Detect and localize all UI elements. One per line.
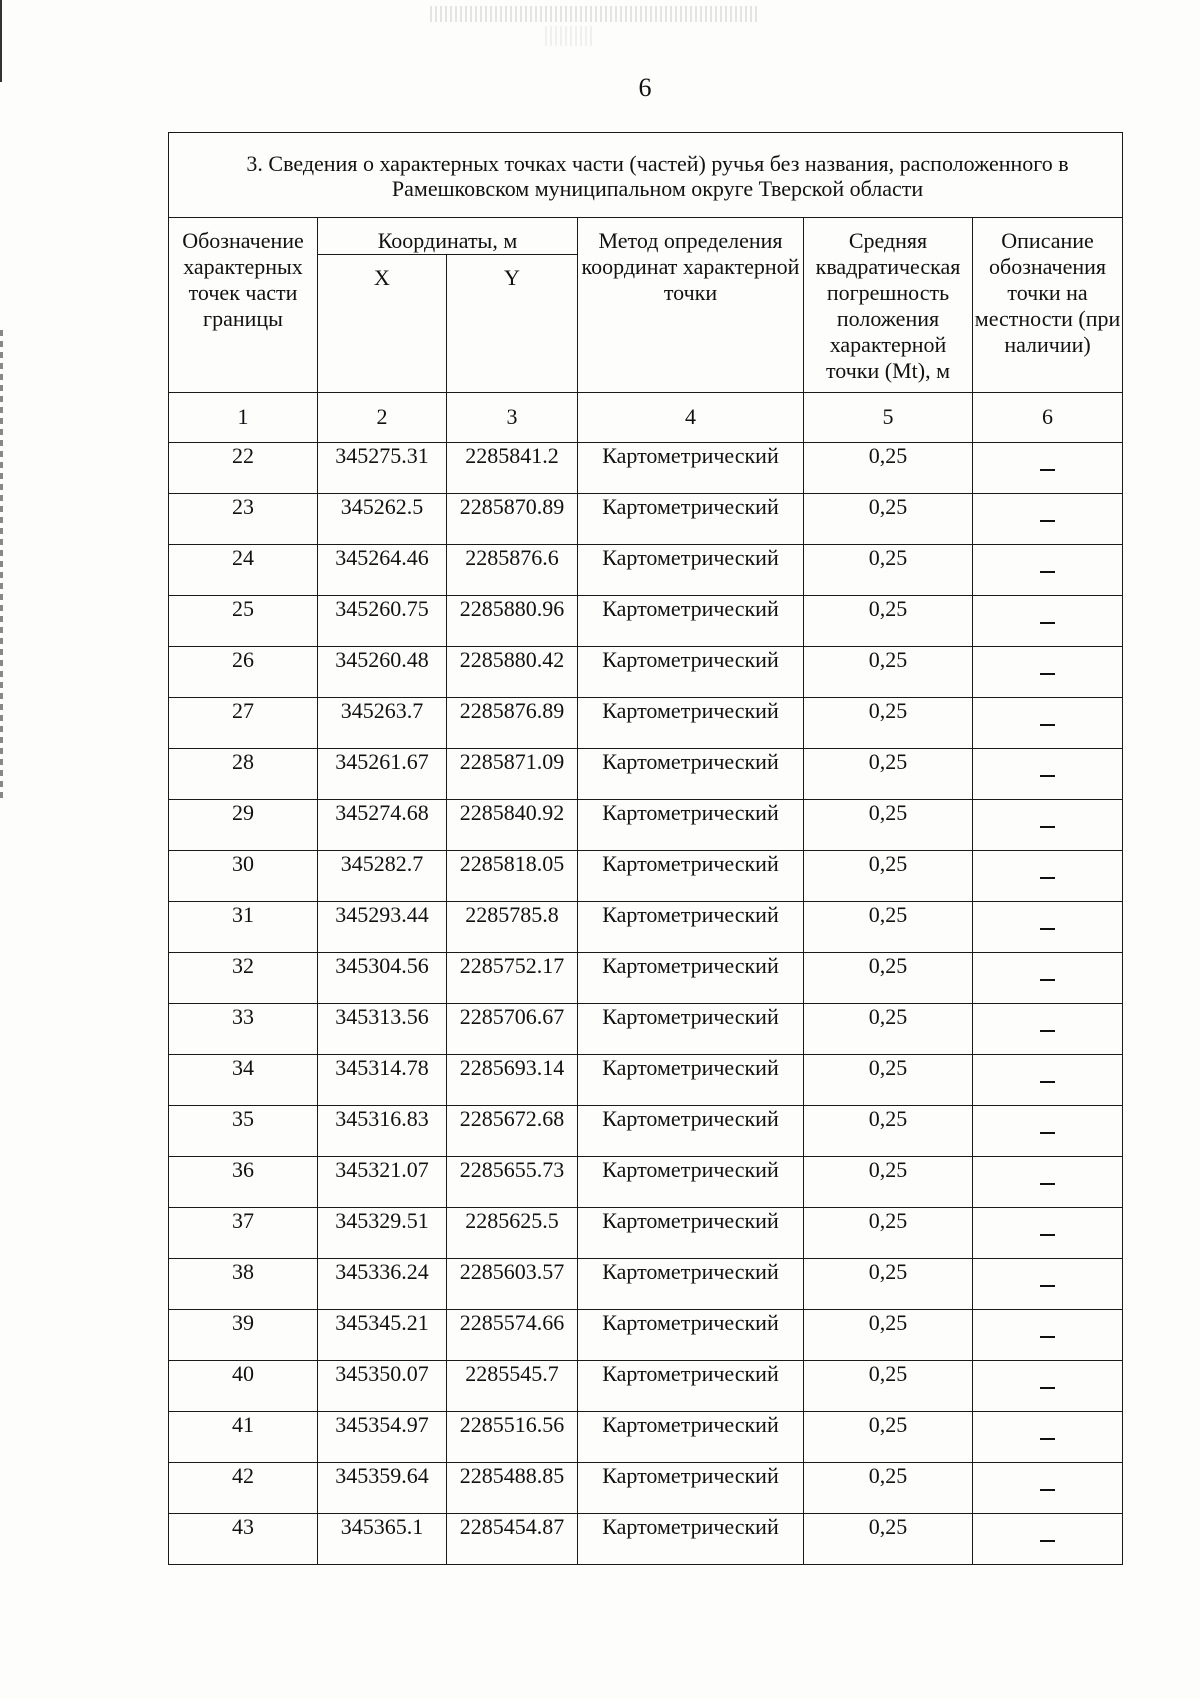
table-row xyxy=(169,799,1123,850)
error-cell: 0,25 xyxy=(804,544,973,595)
x-coordinate-cell: 345365.1 xyxy=(318,1513,447,1564)
table-row xyxy=(169,493,1123,544)
table-row xyxy=(169,1513,1123,1564)
point-cell: 34 xyxy=(169,1054,318,1105)
point-cell: 42 xyxy=(169,1462,318,1513)
column-numbers-row xyxy=(169,392,1123,442)
description-cell xyxy=(973,493,1123,544)
error-cell: 0,25 xyxy=(804,493,973,544)
x-coordinate-cell: 345304.56 xyxy=(318,952,447,1003)
point-cell: 37 xyxy=(169,1207,318,1258)
method-cell: Картометрический xyxy=(578,901,804,952)
description-cell xyxy=(973,595,1123,646)
description-cell xyxy=(973,1360,1123,1411)
dash-mark xyxy=(1040,1438,1055,1440)
point-cell: 23 xyxy=(169,493,318,544)
table-row xyxy=(169,901,1123,952)
y-coordinate-cell: 2285545.7 xyxy=(447,1360,578,1411)
dash-mark xyxy=(1040,469,1055,471)
error-cell: 0,25 xyxy=(804,850,973,901)
x-coordinate-cell: 345282.7 xyxy=(318,850,447,901)
dash-mark xyxy=(1040,1030,1055,1032)
point-cell: 25 xyxy=(169,595,318,646)
page-number: 6 xyxy=(638,73,652,102)
description-cell xyxy=(973,1054,1123,1105)
description-cell xyxy=(973,1462,1123,1513)
y-coordinate-cell: 2285625.5 xyxy=(447,1207,578,1258)
description-cell xyxy=(973,697,1123,748)
column-number: 6 xyxy=(973,392,1123,442)
description-cell xyxy=(973,1156,1123,1207)
error-cell: 0,25 xyxy=(804,1207,973,1258)
error-cell: 0,25 xyxy=(804,1309,973,1360)
x-coordinate-cell: 345275.31 xyxy=(318,442,447,493)
error-cell: 0,25 xyxy=(804,1258,973,1309)
table-row xyxy=(169,952,1123,1003)
method-cell: Картометрический xyxy=(578,1258,804,1309)
method-cell: Картометрический xyxy=(578,1207,804,1258)
error-cell: 0,25 xyxy=(804,1003,973,1054)
method-cell: Картометрический xyxy=(578,646,804,697)
method-cell: Картометрический xyxy=(578,850,804,901)
point-cell: 22 xyxy=(169,442,318,493)
table-row xyxy=(169,595,1123,646)
column-number: 2 xyxy=(318,392,447,442)
y-coordinate-cell: 2285876.89 xyxy=(447,697,578,748)
x-coordinate-cell: 345264.46 xyxy=(318,544,447,595)
y-coordinate-cell: 2285574.66 xyxy=(447,1309,578,1360)
y-coordinate-cell: 2285871.09 xyxy=(447,748,578,799)
dash-mark xyxy=(1040,826,1055,828)
y-coordinate-cell: 2285840.92 xyxy=(447,799,578,850)
method-cell: Картометрический xyxy=(578,1360,804,1411)
dash-mark xyxy=(1040,1132,1055,1134)
y-coordinate-cell: 2285516.56 xyxy=(447,1411,578,1462)
method-cell: Картометрический xyxy=(578,1309,804,1360)
x-coordinate-cell: 345261.67 xyxy=(318,748,447,799)
method-cell: Картометрический xyxy=(578,799,804,850)
x-coordinate-cell: 345345.21 xyxy=(318,1309,447,1360)
point-cell: 40 xyxy=(169,1360,318,1411)
header-coordinates: Координаты, м xyxy=(318,218,578,255)
table-row xyxy=(169,646,1123,697)
point-cell: 31 xyxy=(169,901,318,952)
dash-mark xyxy=(1040,622,1055,624)
table-row xyxy=(169,850,1123,901)
description-cell xyxy=(973,1207,1123,1258)
method-cell: Картометрический xyxy=(578,544,804,595)
method-cell: Картометрический xyxy=(578,1462,804,1513)
error-cell: 0,25 xyxy=(804,1105,973,1156)
scan-edge-marks xyxy=(0,330,3,800)
y-coordinate-cell: 2285488.85 xyxy=(447,1462,578,1513)
point-cell: 24 xyxy=(169,544,318,595)
x-coordinate-cell: 345274.68 xyxy=(318,799,447,850)
point-cell: 43 xyxy=(169,1513,318,1564)
method-cell: Картометрический xyxy=(578,1411,804,1462)
table-row xyxy=(169,442,1123,493)
x-coordinate-cell: 345260.48 xyxy=(318,646,447,697)
method-cell: Картометрический xyxy=(578,493,804,544)
dash-mark xyxy=(1040,979,1055,981)
table-row xyxy=(169,1207,1123,1258)
description-cell xyxy=(973,1258,1123,1309)
error-cell: 0,25 xyxy=(804,697,973,748)
description-cell xyxy=(973,952,1123,1003)
method-cell: Картометрический xyxy=(578,697,804,748)
x-coordinate-cell: 345260.75 xyxy=(318,595,447,646)
y-coordinate-cell: 2285841.2 xyxy=(447,442,578,493)
x-coordinate-cell: 345321.07 xyxy=(318,1156,447,1207)
y-coordinate-cell: 2285818.05 xyxy=(447,850,578,901)
y-coordinate-cell: 2285454.87 xyxy=(447,1513,578,1564)
method-cell: Картометрический xyxy=(578,595,804,646)
y-coordinate-cell: 2285876.6 xyxy=(447,544,578,595)
point-cell: 39 xyxy=(169,1309,318,1360)
column-number: 4 xyxy=(578,392,804,442)
dash-mark xyxy=(1040,1234,1055,1236)
y-coordinate-cell: 2285672.68 xyxy=(447,1105,578,1156)
description-cell xyxy=(973,850,1123,901)
column-number: 3 xyxy=(447,392,578,442)
dash-mark xyxy=(1040,724,1055,726)
dash-mark xyxy=(1040,1285,1055,1287)
y-coordinate-cell: 2285693.14 xyxy=(447,1054,578,1105)
error-cell: 0,25 xyxy=(804,1054,973,1105)
point-cell: 35 xyxy=(169,1105,318,1156)
error-cell: 0,25 xyxy=(804,1513,973,1564)
point-cell: 33 xyxy=(169,1003,318,1054)
header-description: Описание обозначения точки на местности (при наличии) xyxy=(973,218,1123,393)
column-number: 1 xyxy=(169,392,318,442)
dash-mark xyxy=(1040,1081,1055,1083)
table-row xyxy=(169,1105,1123,1156)
error-cell: 0,25 xyxy=(804,1411,973,1462)
point-cell: 41 xyxy=(169,1411,318,1462)
error-cell: 0,25 xyxy=(804,901,973,952)
table-row xyxy=(169,1258,1123,1309)
method-cell: Картометрический xyxy=(578,952,804,1003)
scan-edge-line xyxy=(0,0,2,82)
dash-mark xyxy=(1040,1540,1055,1542)
description-cell xyxy=(973,442,1123,493)
table-row xyxy=(169,1054,1123,1105)
table-row xyxy=(169,1462,1123,1513)
description-cell xyxy=(973,544,1123,595)
method-cell: Картометрический xyxy=(578,1003,804,1054)
point-cell: 28 xyxy=(169,748,318,799)
x-coordinate-cell: 345293.44 xyxy=(318,901,447,952)
method-cell: Картометрический xyxy=(578,1105,804,1156)
x-coordinate-cell: 345314.78 xyxy=(318,1054,447,1105)
x-coordinate-cell: 345313.56 xyxy=(318,1003,447,1054)
x-coordinate-cell: 345359.64 xyxy=(318,1462,447,1513)
header-point: Обозначение характерных точек части границы xyxy=(169,218,318,393)
y-coordinate-cell: 2285752.17 xyxy=(447,952,578,1003)
x-coordinate-cell: 345350.07 xyxy=(318,1360,447,1411)
error-cell: 0,25 xyxy=(804,595,973,646)
x-coordinate-cell: 345329.51 xyxy=(318,1207,447,1258)
point-cell: 32 xyxy=(169,952,318,1003)
y-coordinate-cell: 2285603.57 xyxy=(447,1258,578,1309)
boundary-points-table xyxy=(168,132,1123,1565)
table-row xyxy=(169,1003,1123,1054)
error-cell: 0,25 xyxy=(804,442,973,493)
dash-mark xyxy=(1040,775,1055,777)
table-row xyxy=(169,1360,1123,1411)
dash-mark xyxy=(1040,1489,1055,1491)
error-cell: 0,25 xyxy=(804,646,973,697)
table-row xyxy=(169,1309,1123,1360)
description-cell xyxy=(973,748,1123,799)
table-row xyxy=(169,697,1123,748)
dash-mark xyxy=(1040,877,1055,879)
error-cell: 0,25 xyxy=(804,748,973,799)
point-cell: 38 xyxy=(169,1258,318,1309)
description-cell xyxy=(973,1309,1123,1360)
table-row xyxy=(169,544,1123,595)
table-caption: 3. Сведения о характерных точках части (частей) ручья без названия, расположенного в Рамешковском муниципальном округе Тверской области xyxy=(169,133,1123,218)
description-cell xyxy=(973,901,1123,952)
method-cell: Картометрический xyxy=(578,1054,804,1105)
table-row xyxy=(169,1156,1123,1207)
y-coordinate-cell: 2285785.8 xyxy=(447,901,578,952)
y-coordinate-cell: 2285655.73 xyxy=(447,1156,578,1207)
scan-artifact-small xyxy=(545,26,595,46)
header-method: Метод определения координат характерной точки xyxy=(578,218,804,393)
y-coordinate-cell: 2285870.89 xyxy=(447,493,578,544)
header-x: X xyxy=(318,254,447,392)
method-cell: Картометрический xyxy=(578,748,804,799)
dash-mark xyxy=(1040,1183,1055,1185)
error-cell: 0,25 xyxy=(804,799,973,850)
method-cell: Картометрический xyxy=(578,1156,804,1207)
x-coordinate-cell: 345263.7 xyxy=(318,697,447,748)
scan-artifact xyxy=(430,6,760,22)
x-coordinate-cell: 345354.97 xyxy=(318,1411,447,1462)
point-cell: 30 xyxy=(169,850,318,901)
dash-mark xyxy=(1040,571,1055,573)
point-cell: 27 xyxy=(169,697,318,748)
description-cell xyxy=(973,799,1123,850)
description-cell xyxy=(973,1513,1123,1564)
table-row xyxy=(169,748,1123,799)
error-cell: 0,25 xyxy=(804,1156,973,1207)
x-coordinate-cell: 345262.5 xyxy=(318,493,447,544)
description-cell xyxy=(973,1003,1123,1054)
error-cell: 0,25 xyxy=(804,1360,973,1411)
dash-mark xyxy=(1040,673,1055,675)
method-cell: Картометрический xyxy=(578,1513,804,1564)
error-cell: 0,25 xyxy=(804,952,973,1003)
error-cell: 0,25 xyxy=(804,1462,973,1513)
dash-mark xyxy=(1040,1387,1055,1389)
point-cell: 29 xyxy=(169,799,318,850)
dash-mark xyxy=(1040,1336,1055,1338)
header-y: Y xyxy=(447,254,578,392)
description-cell xyxy=(973,646,1123,697)
y-coordinate-cell: 2285880.96 xyxy=(447,595,578,646)
point-cell: 36 xyxy=(169,1156,318,1207)
y-coordinate-cell: 2285880.42 xyxy=(447,646,578,697)
description-cell xyxy=(973,1105,1123,1156)
description-cell xyxy=(973,1411,1123,1462)
dash-mark xyxy=(1040,928,1055,930)
method-cell: Картометрический xyxy=(578,442,804,493)
x-coordinate-cell: 345316.83 xyxy=(318,1105,447,1156)
x-coordinate-cell: 345336.24 xyxy=(318,1258,447,1309)
point-cell: 26 xyxy=(169,646,318,697)
header-error: Средняя квадратическая погрешность положения характерной точки (Mt), м xyxy=(804,218,973,393)
y-coordinate-cell: 2285706.67 xyxy=(447,1003,578,1054)
dash-mark xyxy=(1040,520,1055,522)
table-row xyxy=(169,1411,1123,1462)
column-number: 5 xyxy=(804,392,973,442)
